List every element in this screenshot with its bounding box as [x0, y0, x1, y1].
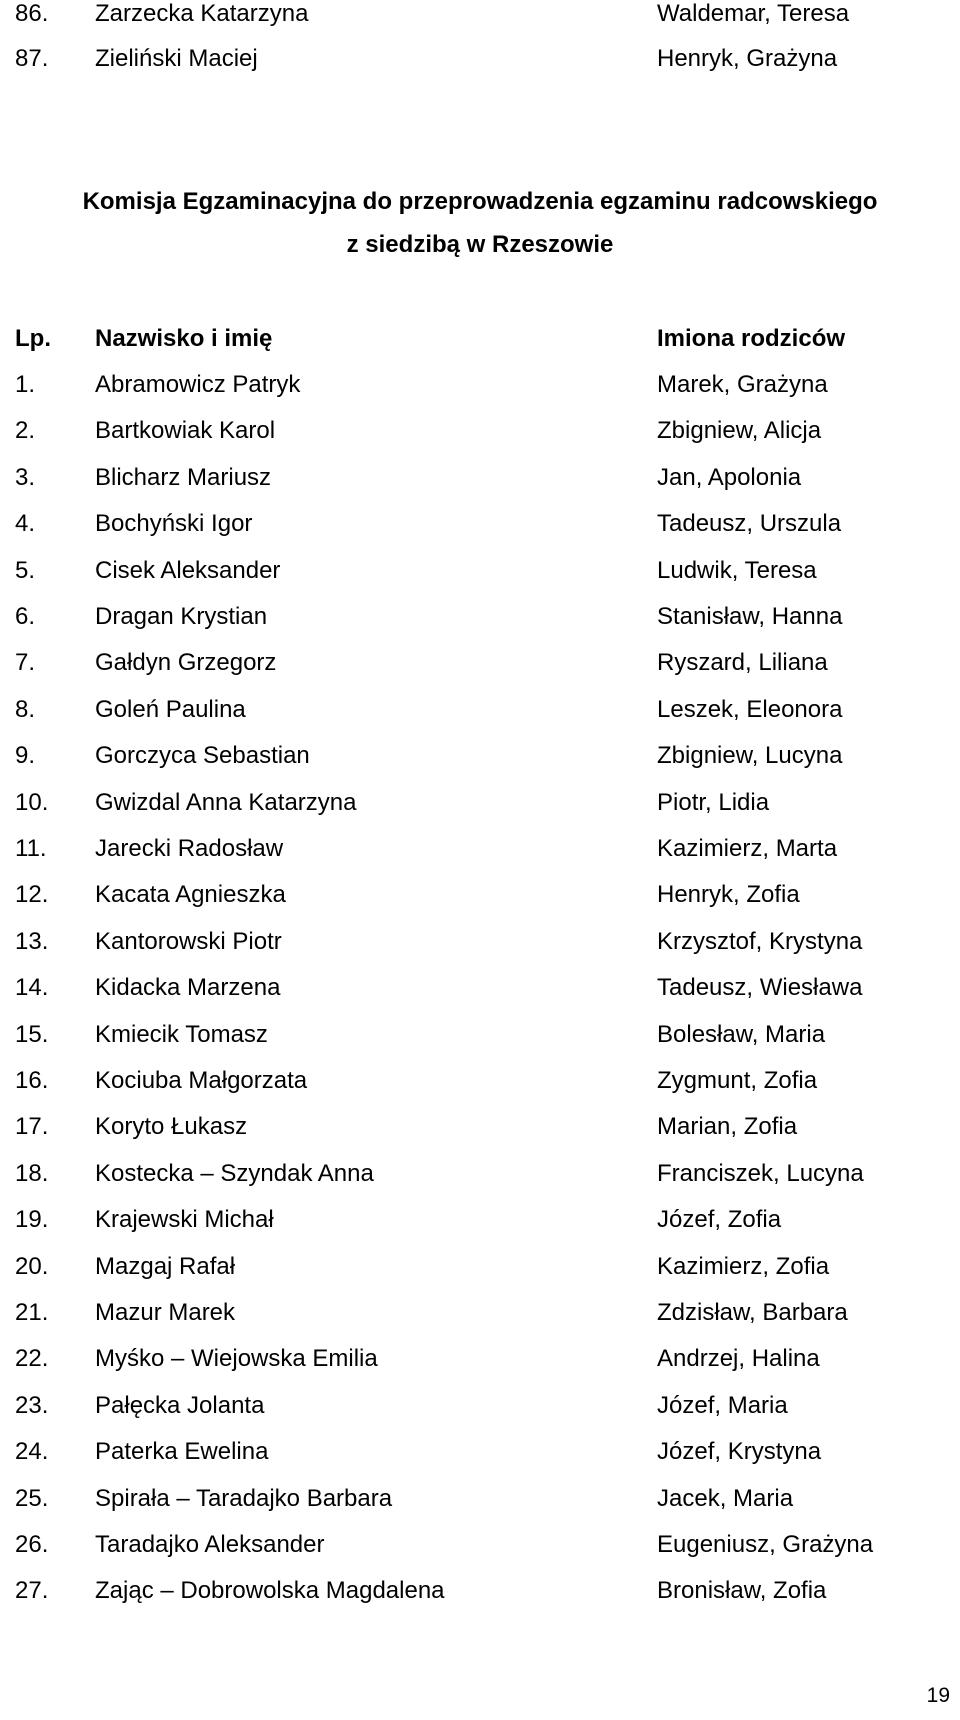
row-number: 24.: [15, 1438, 49, 1465]
table-row: [0, 1392, 960, 1432]
header-lp: Lp.: [15, 325, 51, 352]
row-number: 87.: [15, 45, 49, 72]
row-name: Jarecki Radosław: [95, 835, 284, 862]
row-name: Kmiecik Tomasz: [95, 1021, 268, 1048]
row-parents: Piotr, Lidia: [657, 789, 770, 816]
row-name: Kidacka Marzena: [95, 974, 281, 1001]
row-name: Goleń Paulina: [95, 696, 246, 723]
header-name: Nazwisko i imię: [95, 325, 273, 352]
row-number: 11.: [15, 835, 47, 862]
table-row: [0, 1253, 960, 1293]
row-name: Taradajko Aleksander: [95, 1531, 325, 1558]
row-number: 7.: [15, 649, 36, 676]
table-row: [0, 1113, 960, 1153]
table-row: [0, 789, 960, 829]
table-row: [0, 371, 960, 411]
row-name: Kostecka – Szyndak Anna: [95, 1160, 374, 1187]
table-row: [0, 928, 960, 968]
row-parents: Waldemar, Teresa: [657, 0, 850, 27]
row-parents: Zygmunt, Zofia: [657, 1067, 818, 1094]
table-row: [0, 1577, 960, 1617]
row-name: Spirała – Taradajko Barbara: [95, 1485, 393, 1512]
row-number: 13.: [15, 928, 49, 955]
row-parents: Ryszard, Liliana: [657, 649, 828, 676]
row-parents: Jan, Apolonia: [657, 464, 802, 491]
row-parents: Zbigniew, Alicja: [657, 417, 822, 444]
row-name: Gwizdal Anna Katarzyna: [95, 789, 357, 816]
header-parents: Imiona rodziców: [657, 325, 846, 352]
row-name: Paterka Ewelina: [95, 1438, 269, 1465]
table-row: [0, 1299, 960, 1339]
row-name: Mazur Marek: [95, 1299, 236, 1326]
row-name: Blicharz Mariusz: [95, 464, 272, 491]
table-row: [0, 1345, 960, 1385]
row-number: 2.: [15, 417, 36, 444]
row-number: 4.: [15, 510, 36, 537]
row-number: 10.: [15, 789, 49, 816]
table-row: [0, 881, 960, 921]
table-row: [0, 1438, 960, 1478]
row-number: 86.: [15, 0, 49, 27]
table-row: [0, 0, 960, 40]
table-row: [0, 1206, 960, 1246]
row-name: Mazgaj Rafał: [95, 1253, 236, 1280]
table-row: [0, 649, 960, 689]
row-parents: Henryk, Zofia: [657, 881, 800, 908]
table-row: [0, 696, 960, 736]
row-name: Kantorowski Piotr: [95, 928, 282, 955]
row-parents: Stanisław, Hanna: [657, 603, 843, 630]
row-parents: Franciszek, Lucyna: [657, 1160, 864, 1187]
table-row: [0, 557, 960, 597]
row-name: Zieliński Maciej: [95, 45, 258, 72]
table-row: [0, 1067, 960, 1107]
row-name: Bartkowiak Karol: [95, 417, 276, 444]
row-name: Kacata Agnieszka: [95, 881, 286, 908]
row-parents: Bronisław, Zofia: [657, 1577, 827, 1604]
row-name: Dragan Krystian: [95, 603, 268, 630]
row-name: Kociuba Małgorzata: [95, 1067, 308, 1094]
row-number: 16.: [15, 1067, 49, 1094]
table-row: [0, 510, 960, 550]
row-number: 17.: [15, 1113, 49, 1140]
table-row: [0, 45, 960, 85]
row-number: 21.: [15, 1299, 49, 1326]
row-number: 25.: [15, 1485, 49, 1512]
row-parents: Ludwik, Teresa: [657, 557, 817, 584]
row-parents: Krzysztof, Krystyna: [657, 928, 863, 955]
row-parents: Tadeusz, Wiesława: [657, 974, 863, 1001]
row-parents: Marek, Grażyna: [657, 371, 828, 398]
row-parents: Kazimierz, Zofia: [657, 1253, 830, 1280]
row-number: 8.: [15, 696, 36, 723]
row-name: Zarzecka Katarzyna: [95, 0, 309, 27]
row-number: 6.: [15, 603, 36, 630]
row-parents: Andrzej, Halina: [657, 1345, 820, 1372]
row-number: 20.: [15, 1253, 49, 1280]
row-name: Zając – Dobrowolska Magdalena: [95, 1577, 445, 1604]
section-title-line1: Komisja Egzaminacyjna do przeprowadzenia egzaminu radcowskiego: [82, 188, 878, 215]
row-parents: Józef, Maria: [657, 1392, 788, 1419]
row-name: Myśko – Wiejowska Emilia: [95, 1345, 378, 1372]
table-row: [0, 1531, 960, 1571]
row-number: 18.: [15, 1160, 49, 1187]
row-parents: Marian, Zofia: [657, 1113, 798, 1140]
section-title-line2: z siedzibą w Rzeszowie: [346, 231, 614, 258]
table-row: [0, 1485, 960, 1525]
row-name: Pałęcka Jolanta: [95, 1392, 265, 1419]
table-row: [0, 603, 960, 643]
row-number: 12.: [15, 881, 49, 908]
row-number: 26.: [15, 1531, 49, 1558]
row-parents: Henryk, Grażyna: [657, 45, 838, 72]
table-row: [0, 974, 960, 1014]
row-parents: Kazimierz, Marta: [657, 835, 838, 862]
row-parents: Zdzisław, Barbara: [657, 1299, 848, 1326]
row-number: 9.: [15, 742, 36, 769]
row-number: 1.: [15, 371, 36, 398]
table-row: [0, 464, 960, 504]
row-parents: Eugeniusz, Grażyna: [657, 1531, 874, 1558]
row-name: Abramowicz Patryk: [95, 371, 301, 398]
table-row: [0, 417, 960, 457]
row-name: Cisek Aleksander: [95, 557, 281, 584]
row-parents: Leszek, Eleonora: [657, 696, 843, 723]
row-name: Gałdyn Grzegorz: [95, 649, 277, 676]
row-parents: Bolesław, Maria: [657, 1021, 826, 1048]
row-number: 15.: [15, 1021, 49, 1048]
row-number: 14.: [15, 974, 49, 1001]
row-number: 3.: [15, 464, 36, 491]
row-parents: Zbigniew, Lucyna: [657, 742, 843, 769]
row-number: 27.: [15, 1577, 49, 1604]
row-number: 23.: [15, 1392, 49, 1419]
row-parents: Tadeusz, Urszula: [657, 510, 842, 537]
table-row: [0, 1021, 960, 1061]
row-number: 22.: [15, 1345, 49, 1372]
row-name: Koryto Łukasz: [95, 1113, 248, 1140]
row-parents: Józef, Zofia: [657, 1206, 782, 1233]
row-parents: Jacek, Maria: [657, 1485, 794, 1512]
row-parents: Józef, Krystyna: [657, 1438, 822, 1465]
table-row: [0, 1160, 960, 1200]
table-row: [0, 835, 960, 875]
row-name: Bochyński Igor: [95, 510, 253, 537]
row-number: 19.: [15, 1206, 49, 1233]
row-number: 5.: [15, 557, 36, 584]
page-number: 19: [926, 1684, 950, 1707]
row-name: Krajewski Michał: [95, 1206, 274, 1233]
table-row: [0, 742, 960, 782]
row-name: Gorczyca Sebastian: [95, 742, 310, 769]
table-header: [0, 325, 960, 365]
